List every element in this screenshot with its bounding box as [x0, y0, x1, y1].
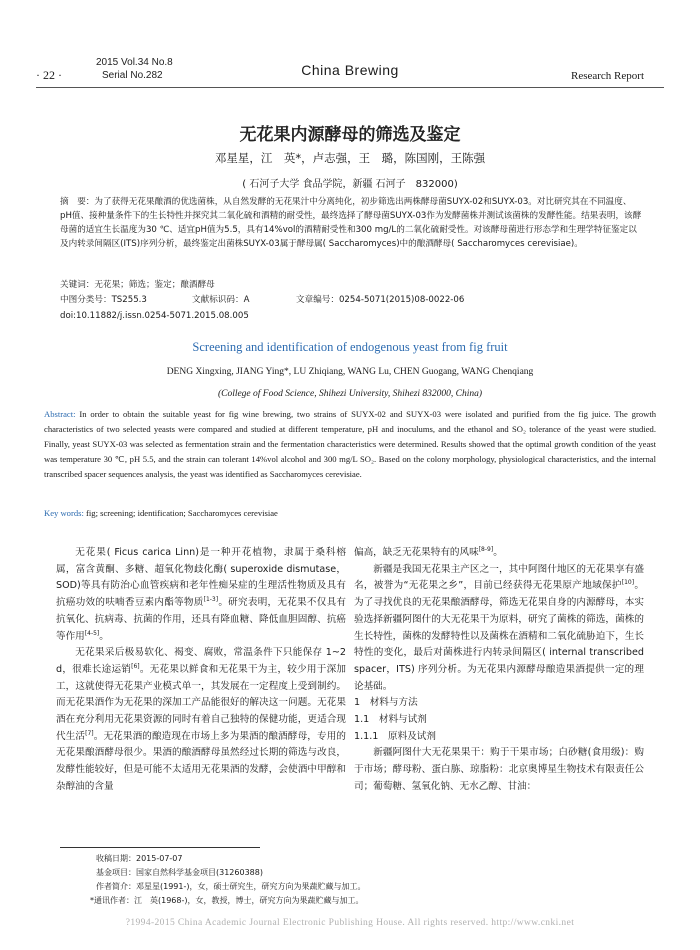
abstract-en-label: Abstract: [44, 409, 76, 419]
citation: [10] [621, 579, 635, 587]
citation: [4-5] [84, 629, 100, 637]
abstract-zh-label: 摘 要： [60, 197, 95, 207]
abstract-zh [60, 195, 642, 251]
section-label: Research Report [571, 70, 644, 82]
authors-en: DENG Xingxing, JIANG Ying*, LU Zhiqiang, WANG Lu, CHEN Guogang, WANG Chenqiang [166, 367, 534, 377]
keywords-zh-text: 无花果；筛选；鉴定；酿酒酵母 [94, 280, 215, 290]
subsubsection-heading: 1.1.1 原料及试剂 [354, 730, 436, 742]
page-number: · 22 · [36, 68, 62, 82]
footnote-fund: 基金项目：国家自然科学基金项目(31260388) [96, 868, 263, 877]
footnote-divider [60, 847, 260, 848]
keywords-zh [60, 278, 642, 292]
citation: [7] [85, 729, 94, 737]
clc-number: 中图分类号：TS255.3 [60, 295, 147, 305]
citation: [6] [131, 662, 140, 670]
paragraph: 偏高，缺乏无花果特有的风味[8-9]。 [354, 545, 503, 558]
body-right-column [354, 545, 644, 796]
doi: doi:10.11882/j.issn.0254-5071.2015.08.005 [60, 311, 249, 321]
paragraph: 新疆是我国无花果主产区之一，其中阿图什地区的无花果享有盛名，被誉为“无花果之乡”，目前已经获得无花果原产地域保护[10]。为了寻找优良的无花果酿酒酵母，筛选无花果自身的内源酵母，本实验选择新疆阿图什的大无花果干为原料，研究了菌株的筛选，菌株的生长特性，菌株的发酵特性以及菌株在酒精和二氧化硫胁迫下，生长特性的变化，最后对菌株进行内转录间隔区( internal transcribed spacer，ITS) 序列分析。为无花果内源酵母酿造果酒提供一定的理论基础。 [354, 563, 644, 692]
keywords-zh-label: 关键词： [60, 280, 95, 290]
footnote-author-bio: 作者简介：邓星星(1991-)，女，硕士研究生，研究方向为果蔬贮藏与加工。 [96, 882, 366, 891]
citation: [1-3] [203, 595, 219, 603]
keywords-en-text: fig; screening; identification; Saccharomyces cerevisiae [83, 508, 278, 518]
volume-line: 2015 Vol.34 No.8 [96, 57, 173, 68]
authors-zh: 邓星星，江 英*，卢志强，王 璐，陈国刚，王陈强 [214, 151, 486, 165]
affiliation-zh: ( 石河子大学 食品学院，新疆 石河子 832000) [242, 179, 458, 190]
section-heading: 1 材料与方法 [354, 697, 418, 709]
header-divider [36, 87, 664, 88]
article-title-zh: 无花果内源酵母的筛选及鉴定 [239, 125, 461, 145]
footnote-received: 收稿日期：2015-07-07 [96, 854, 183, 863]
keywords-en [44, 508, 278, 518]
citation: [8-9] [478, 545, 494, 553]
serial-line: Serial No.282 [102, 70, 163, 81]
footnote-corresponding: *通讯作者：江 英(1968-)，女，教授，博士，研究方向为果蔬贮藏与加工。 [90, 896, 364, 905]
paragraph: 无花果采后极易软化、褐变、腐败，常温条件下只能保存 1~2 d，很难长途运销[6]。无花果以鲜食和无花果干为主，较少用于深加工，这就使得无花果产业模式单一，其发展在一定程度上受到制约。而无花果酒作为无花果的深加工产品能很好的解决这一问题。无花果酒在充分利用无花果资源的同时有着自己独特的保健功能，更适合现代生活[7]。无花果酒的酿造现在市场上多为果酒的酿酒酵母，专用的无花果酿酒酵母很少。果酒的酿酒酵母虽然经过长期的筛选与改良，发酵性能较好，但是可能不太适用无花果酒的发酵，会使酒中甲醇和杂醇油的含量 [56, 647, 347, 792]
abstract-zh-text: 为了获得无花果酿酒的优选菌株，从自然发酵的无花果汁中分离纯化，初步筛选出两株酵母菌SUYX-02和SUYX-03。对比研究其在不同温度、pH值、接种量条件下的生长特性并探究其二氧化硫和酒精的耐受性，最终选择了酵母菌SUYX-03作为发酵菌株并测试该菌株的发酵性能。结果表明，该酵母菌的适宜生长温度为30 ℃、适宜pH值为5.5，具有14%vol的酒精耐受性和300 mg/L的二氧化硫耐受性。对该酵母菌进行形态学和生理学特征鉴定以及内转录间隔区(ITS)序列分析，最终鉴定出菌株SUYX-03属于酵母属( Saccharomyces)中的酿酒酵母( Saccharomyces cerevisiae)。 [60, 197, 642, 249]
affiliation-en: (College of Food Science, Shihezi University, Shihezi 832000, China) [217, 389, 483, 399]
subsection-heading: 1.1 材料与试剂 [354, 714, 427, 726]
abstract-en-text: In order to obtain the suitable yeast for fig wine brewing, two strains of SUYX-02 and SUYX-03 were isolated and purified from the fig juice. The growth characteristics of two selected yeasts were compared and studied at different temperature, pH and inoculums, and the ethanol and SO₂ tolerance of the yeast were studied. Finally, yeast SUYX-03 was selected as fermentation strain and the fermentation characteristics were determined. Results showed that the optimal growth condition of the yeast was temperature 30 ℃, pH 5.5, and the strain can tolerant 14%vol alcohol and 300 mg/L SO₂. Based on the colony morphology, physiological characteristics, and the internal transcribed spacer sequences analysis, the yeast was identified as Saccharomyces cerevisiae. [44, 409, 656, 479]
document-code: 文献标识码：A [192, 295, 250, 305]
copyright-watermark: ?1994-2015 China Academic Journal Electronic Publishing House. All rights reserved. http://www.cnki.net [125, 918, 575, 928]
paragraph: 无花果( Ficus carica Linn)是一种开花植物，隶属于桑科榕属，富含黄酮、多糖、超氧化物歧化酶( superoxide dismutase，SOD)等具有防治心血管疾病和老年性痴呆症的生理活性物质及具有抗癌功效的呋喃香豆素内酯等物质[1-3]。研究表明，无花果不仅具有抗氧化、抗病毒、抗菌的作用，还具有降血糖、降低血胆固醇、抗癌等作用[4-5]。 [56, 547, 347, 642]
article-number: 文章编号：0254-5071(2015)08-0022-06 [296, 295, 465, 305]
paragraph: 新疆阿图什大无花果果干：购于干果市场；白砂糖(食用级)：购于市场；酵母粉、蛋白胨、琼脂粉：北京奥博星生物技术有限责任公司；葡萄糖、氢氧化钠、无水乙醇、甘油： [354, 747, 644, 792]
abstract-en [44, 407, 656, 482]
keywords-en-label: Key words: [44, 508, 84, 518]
journal-name: China Brewing [301, 62, 399, 78]
body-left-column [56, 545, 346, 796]
article-title-en: Screening and identification of endogenous yeast from fig fruit [192, 340, 508, 354]
